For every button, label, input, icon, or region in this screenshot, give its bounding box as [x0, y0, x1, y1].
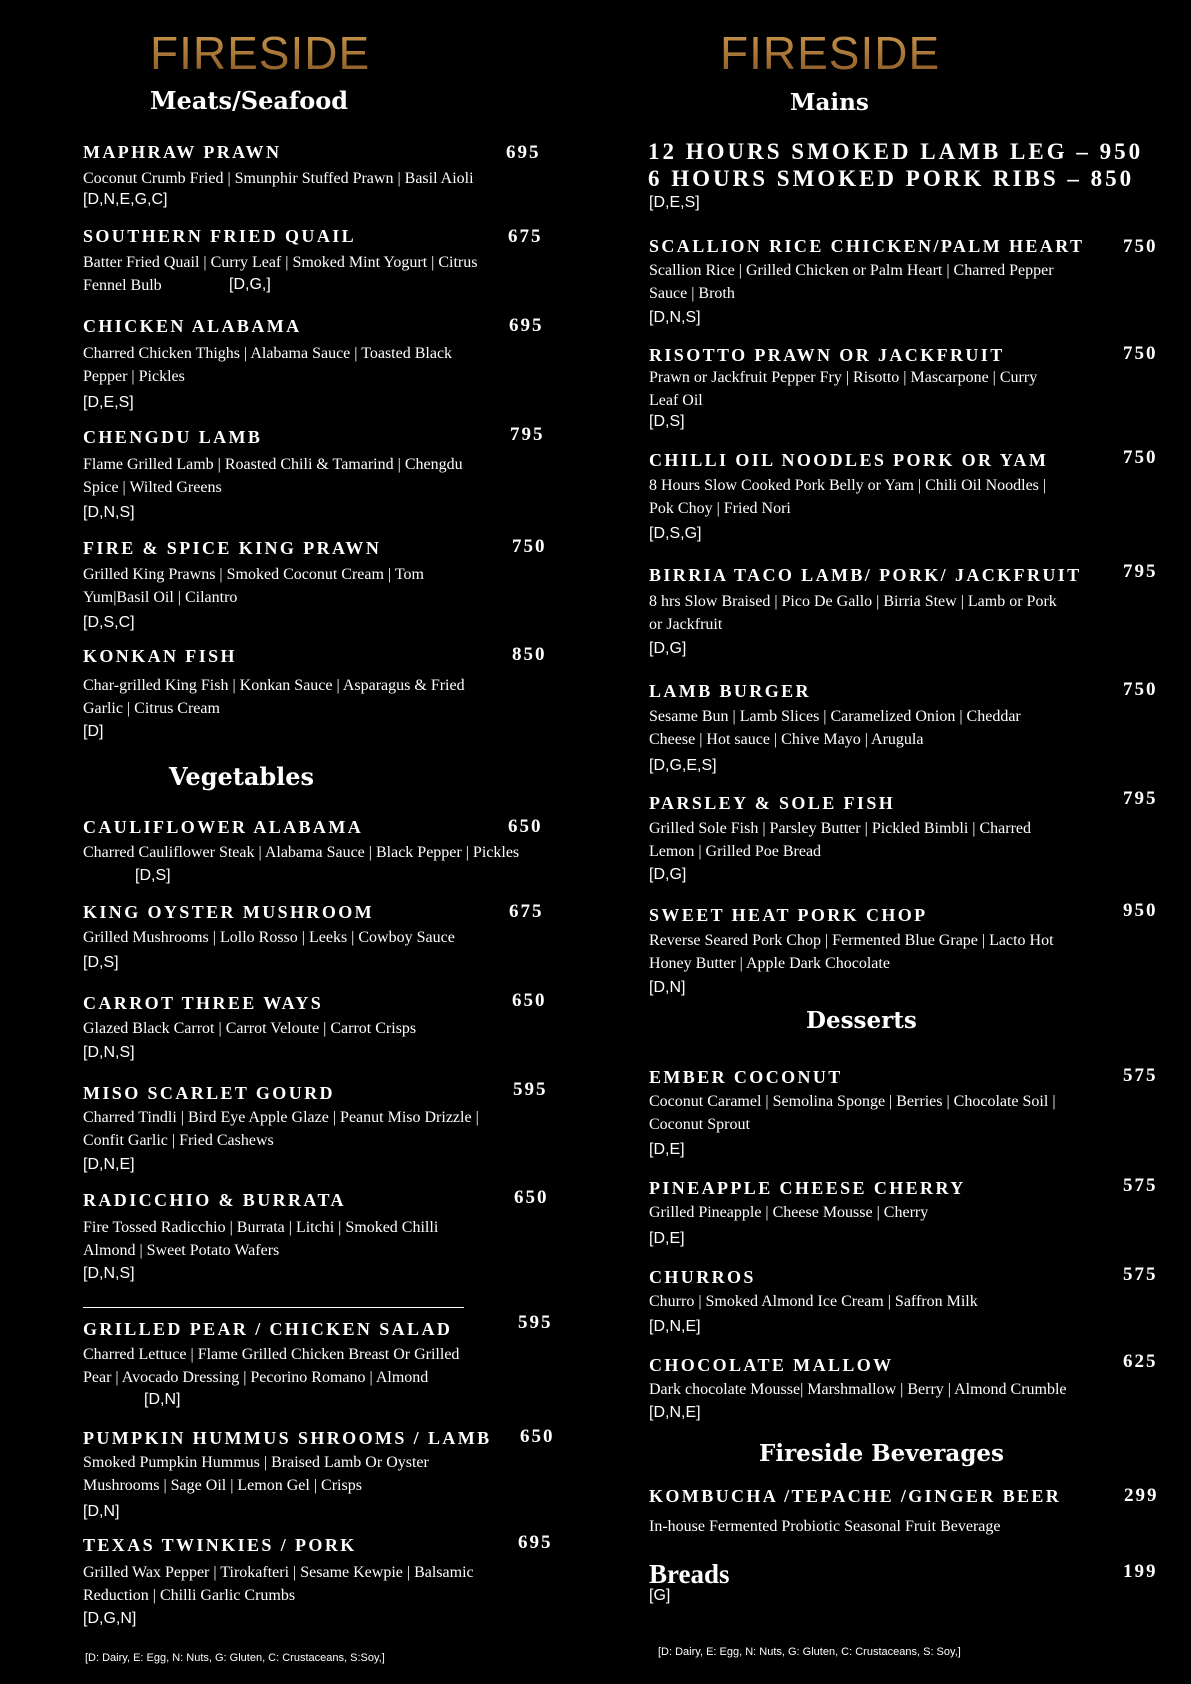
- item-description: Smoked Pumpkin Hummus | Braised Lamb Or Oyster Mushrooms | Sage Oil | Lemon Gel | Crisps: [83, 1454, 429, 1494]
- allergen-tags: [D,N,E]: [649, 1318, 701, 1335]
- allergen-tags: [D,S]: [135, 867, 171, 884]
- allergen-tags: [D,E,S]: [83, 394, 134, 411]
- item-price: 199: [1123, 1561, 1158, 1582]
- allergen-tags: [D,E,S]: [649, 194, 700, 211]
- item-name: KOMBUCHA /TEPACHE /GINGER BEER: [649, 1486, 1062, 1506]
- item-name: CHENGDU LAMB: [83, 427, 263, 447]
- allergen-tags: [D,N]: [83, 1503, 120, 1520]
- allergen-tags: [D,N,S]: [83, 1044, 135, 1061]
- allergen-tags: [D,S]: [649, 413, 685, 430]
- allergen-tags: [D,E]: [649, 1230, 685, 1247]
- item-name: EMBER COCONUT: [649, 1067, 843, 1087]
- item-price: 695: [509, 315, 544, 336]
- item-price: 595: [518, 1312, 553, 1333]
- item-name: SOUTHERN FRIED QUAIL: [83, 226, 357, 246]
- item-price: 795: [1123, 788, 1158, 809]
- item-description: Grilled Sole Fish | Parsley Butter | Pickled Bimbli | Charred Lemon | Grilled Poe Bread: [649, 820, 1032, 860]
- item-description: Grilled Pineapple | Cheese Mousse | Cherry: [649, 1204, 929, 1221]
- allergen-tags: [D,E]: [649, 1141, 685, 1158]
- item-description: Prawn or Jackfruit Pepper Fry | Risotto | Mascarpone | Curry Leaf Oil: [649, 369, 1038, 409]
- item-price: 650: [512, 990, 547, 1011]
- item-description: Fire Tossed Radicchio | Burrata | Litchi | Smoked Chilli Almond | Sweet Potato Wafers: [83, 1219, 439, 1259]
- item-name: CHILLI OIL NOODLES PORK OR YAM: [649, 450, 1049, 470]
- section-heading-vegetables: Vegetables: [169, 762, 315, 791]
- item-price: 650: [520, 1426, 555, 1447]
- allergen-tags: [D]: [83, 723, 104, 740]
- item-description: Charred Lettuce | Flame Grilled Chicken Breast Or Grilled Pear | Avocado Dressing | Pecorino Romano | Almond: [83, 1346, 460, 1386]
- item-name: RADICCHIO & BURRATA: [83, 1190, 346, 1210]
- item-price: 625: [1123, 1351, 1158, 1372]
- item-price: 750: [1123, 236, 1158, 257]
- item-price: 650: [508, 816, 543, 837]
- item-price: 575: [1123, 1264, 1158, 1285]
- item-name: PINEAPPLE CHEESE CHERRY: [649, 1178, 966, 1198]
- allergen-tags: [D,N]: [649, 979, 686, 996]
- item-name: GRILLED PEAR / CHICKEN SALAD: [83, 1319, 453, 1339]
- allergen-legend: [D: Dairy, E: Egg, N: Nuts, G: Gluten, C: Crustaceans, S: Soy,]: [658, 1646, 961, 1658]
- item-description: Char-grilled King Fish | Konkan Sauce | Asparagus & Fried Garlic | Citrus Cream: [83, 677, 465, 717]
- item-name: TEXAS TWINKIES / PORK: [83, 1535, 357, 1555]
- item-name: CHURROS: [649, 1267, 756, 1287]
- breads-heading: Breads: [649, 1559, 730, 1589]
- item-description: Grilled King Prawns | Smoked Coconut Cream | Tom Yum|Basil Oil | Cilantro: [83, 566, 424, 606]
- brand-logo: FIRESIDE: [720, 27, 941, 79]
- item-price: 650: [514, 1187, 549, 1208]
- allergen-tags: [D,N,E,G,C]: [83, 191, 168, 208]
- item-price: 675: [508, 226, 543, 247]
- allergen-tags: [D,N,S]: [83, 504, 135, 521]
- divider-line: [83, 1307, 464, 1308]
- item-name: CARROT THREE WAYS: [83, 993, 324, 1013]
- item-name: LAMB BURGER: [649, 681, 811, 701]
- item-name: BIRRIA TACO LAMB/ PORK/ JACKFRUIT: [649, 565, 1082, 585]
- item-description: Charred Cauliflower Steak | Alabama Sauce | Black Pepper | Pickles: [83, 844, 520, 861]
- allergen-tags: [D,S,G]: [649, 525, 702, 542]
- section-heading-beverages: Fireside Beverages: [759, 1440, 1004, 1467]
- item-description: Charred Tindli | Bird Eye Apple Glaze | Peanut Miso Drizzle | Confit Garlic | Fried Cashews: [83, 1109, 479, 1149]
- item-price: 795: [1123, 561, 1158, 582]
- item-name: SCALLION RICE CHICKEN/PALM HEART: [649, 236, 1085, 256]
- allergen-legend: [D: Dairy, E: Egg, N: Nuts, G: Gluten, C: Crustaceans, S:Soy,]: [85, 1652, 385, 1664]
- item-price: 750: [1123, 447, 1158, 468]
- item-price: 750: [1123, 343, 1158, 364]
- allergen-tags: [D,G,N]: [83, 1610, 137, 1627]
- item-description: In-house Fermented Probiotic Seasonal Fruit Beverage: [649, 1518, 1001, 1535]
- item-name: KING OYSTER MUSHROOM: [83, 902, 375, 922]
- item-description: Scallion Rice | Grilled Chicken or Palm Heart | Charred Pepper Sauce | Broth: [649, 262, 1054, 302]
- allergen-tags: [D,G,]: [229, 276, 271, 293]
- item-description: 8 Hours Slow Cooked Pork Belly or Yam | Chili Oil Noodles | Pok Choy | Fried Nori: [649, 477, 1047, 517]
- allergen-tags: [D,S]: [83, 954, 119, 971]
- item-name: FIRE & SPICE KING PRAWN: [83, 538, 382, 558]
- item-description: Grilled Mushrooms | Lollo Rosso | Leeks | Cowboy Sauce: [83, 929, 455, 946]
- item-description: Glazed Black Carrot | Carrot Veloute | Carrot Crisps: [83, 1020, 417, 1037]
- allergen-tags: [D,S,C]: [83, 614, 135, 631]
- section-heading-desserts: Desserts: [806, 1007, 917, 1034]
- allergen-tags: [D,G]: [649, 866, 687, 883]
- item-description: Sesame Bun | Lamb Slices | Caramelized Onion | Cheddar Cheese | Hot sauce | Chive Mayo | Arugula: [649, 708, 1021, 748]
- allergen-tags: [D,N,S]: [649, 309, 701, 326]
- item-description: Grilled Wax Pepper | Tirokafteri | Sesame Kewpie | Balsamic Reduction | Chilli Garlic Crumbs: [83, 1564, 474, 1604]
- smoked-lamb-line: 12 HOURS SMOKED LAMB LEG – 950: [648, 139, 1144, 164]
- item-price: 750: [1123, 679, 1158, 700]
- allergen-tags: [G]: [649, 1587, 671, 1604]
- brand-logo: FIRESIDE: [150, 27, 371, 79]
- item-price: 299: [1124, 1485, 1159, 1506]
- item-name: CHOCOLATE MALLOW: [649, 1355, 894, 1375]
- allergen-tags: [D,N,E]: [649, 1404, 701, 1421]
- smoked-ribs-line: 6 HOURS SMOKED PORK RIBS – 850: [648, 166, 1135, 191]
- item-price: 575: [1123, 1065, 1158, 1086]
- item-name: SWEET HEAT PORK CHOP: [649, 905, 928, 925]
- item-price: 950: [1123, 900, 1158, 921]
- item-price: 850: [512, 644, 547, 665]
- item-description: Coconut Crumb Fried | Smunphir Stuffed Prawn | Basil Aioli: [83, 170, 474, 187]
- item-name: KONKAN FISH: [83, 646, 237, 666]
- item-price: 795: [510, 424, 545, 445]
- allergen-tags: [D,G,E,S]: [649, 757, 717, 774]
- allergen-tags: [D,N,E]: [83, 1156, 135, 1173]
- allergen-tags: [D,N,S]: [83, 1265, 135, 1282]
- allergen-tags: [D,G]: [649, 640, 687, 657]
- item-price: 575: [1123, 1175, 1158, 1196]
- item-description: Dark chocolate Mousse| Marshmallow | Berry | Almond Crumble: [649, 1381, 1067, 1398]
- item-description: Batter Fried Quail | Curry Leaf | Smoked Mint Yogurt | Citrus Fennel Bulb: [83, 254, 478, 294]
- item-description: Churro | Smoked Almond Ice Cream | Saffron Milk: [649, 1293, 978, 1310]
- item-name: PARSLEY & SOLE FISH: [649, 793, 896, 813]
- item-price: 595: [513, 1079, 548, 1100]
- item-description: Charred Chicken Thighs | Alabama Sauce | Toasted Black Pepper | Pickles: [83, 345, 453, 385]
- section-heading-meats: Meats/Seafood: [150, 86, 349, 115]
- item-description: Flame Grilled Lamb | Roasted Chili & Tamarind | Chengdu Spice | Wilted Greens: [83, 456, 463, 496]
- item-description: 8 hrs Slow Braised | Pico De Gallo | Birria Stew | Lamb or Pork or Jackfruit: [649, 593, 1057, 633]
- allergen-tags: [D,N]: [144, 1391, 181, 1408]
- item-name: CAULIFLOWER ALABAMA: [83, 817, 364, 837]
- item-price: 695: [506, 142, 541, 163]
- item-price: 750: [512, 536, 547, 557]
- item-name: CHICKEN ALABAMA: [83, 316, 302, 336]
- item-price: 695: [518, 1532, 553, 1553]
- item-name: RISOTTO PRAWN OR JACKFRUIT: [649, 345, 1005, 365]
- item-price: 675: [509, 901, 544, 922]
- item-name: PUMPKIN HUMMUS SHROOMS / LAMB: [83, 1428, 492, 1448]
- item-name: MISO SCARLET GOURD: [83, 1083, 335, 1103]
- item-name: MAPHRAW PRAWN: [83, 142, 282, 162]
- item-description: Reverse Seared Pork Chop | Fermented Blue Grape | Lacto Hot Honey Butter | Apple Dark Chocolate: [649, 932, 1054, 972]
- section-heading-mains: Mains: [790, 89, 869, 116]
- item-description: Coconut Caramel | Semolina Sponge | Berries | Chocolate Soil | Coconut Sprout: [649, 1093, 1056, 1133]
